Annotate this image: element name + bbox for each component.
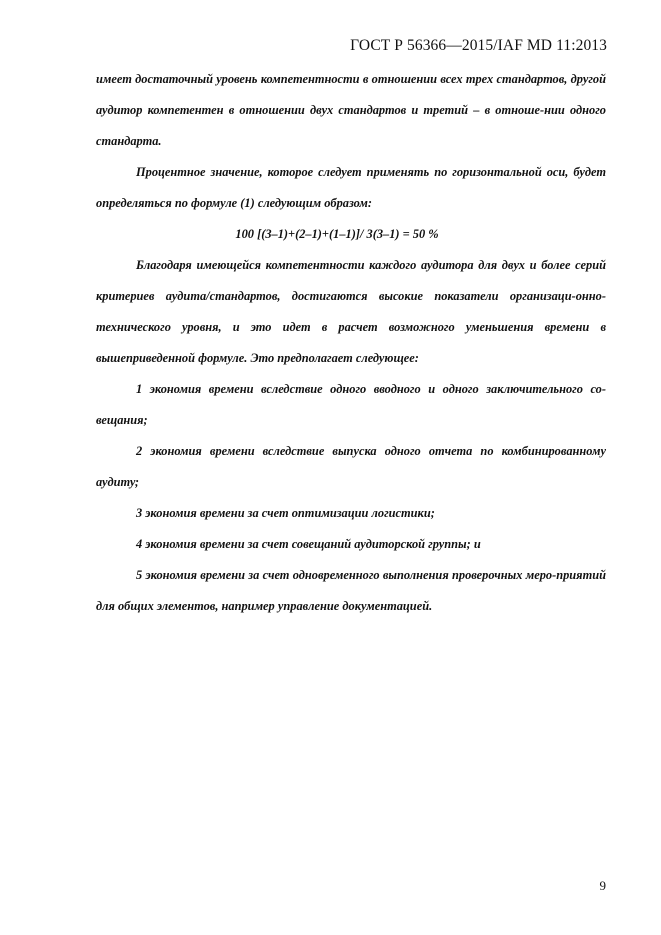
paragraph-percentage-value: Процентное значение, которое следует применять по горизонтальной оси, будет определяться по формуле (1) следующим образом: <box>96 165 606 210</box>
formula: 100 [(3–1)+(2–1)+(1–1)]/ 3(3–1) = 50 % <box>235 227 439 241</box>
paragraph-competence-benefits: Благодаря имеющейся компетентности каждого аудитора для двух и более серий критериев аудита/стандартов, достигаются высокие показатели организаци-онно-технического уровня, и это идет в расчет возможного уменьшения времени в вышеприведенной формуле. Это предполагает следующее: <box>96 258 606 365</box>
page-number: 9 <box>599 878 606 893</box>
document-standard-header: ГОСТ Р 56366—2015/IAF MD 11:2013 <box>350 37 607 54</box>
list-item: 3 экономия времени за счет оптимизации логистики; <box>136 506 435 520</box>
list-item: 5 экономия времени за счет одновременного выполнения проверочных меро-приятий для общих элементов, например управление документацией. <box>96 568 606 613</box>
paragraph-auditor-competence: имеет достаточный уровень компетентности в отношении всех трех стандартов, другой аудитор компетентен в отношении двух стандартов и третий – в отноше-нии одного стандарта. <box>96 72 606 148</box>
list-item: 2 экономия времени вследствие выпуска одного отчета по комбинированному аудиту; <box>96 444 606 489</box>
document-body <box>96 64 606 622</box>
list-item: 1 экономия времени вследствие одного вводного и одного заключительного со-вещания; <box>96 382 606 427</box>
list-item: 4 экономия времени за счет совещаний аудиторской группы; и <box>136 537 481 551</box>
